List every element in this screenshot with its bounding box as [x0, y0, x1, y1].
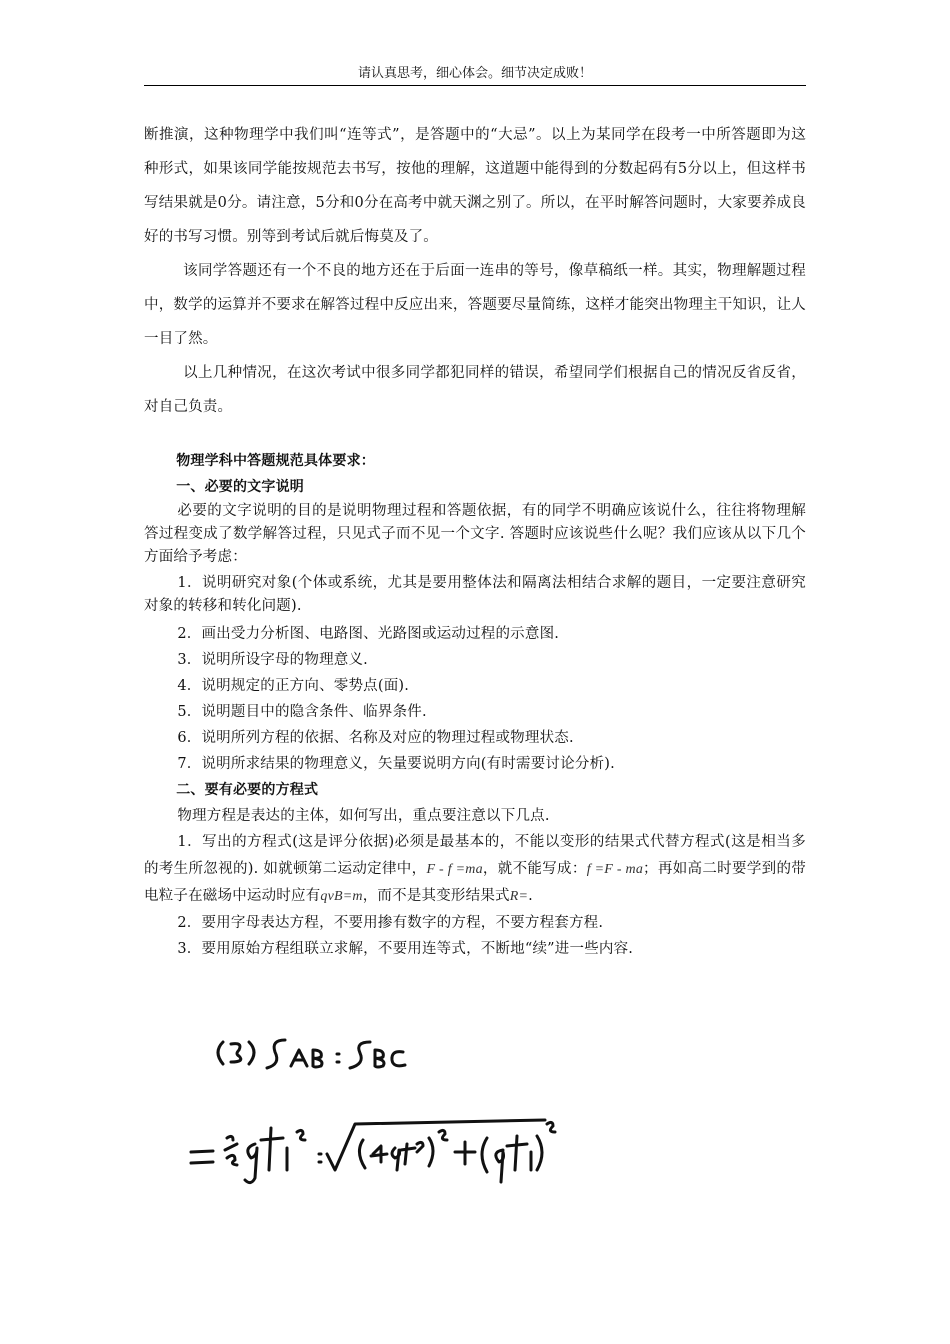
section-answer-requirements	[144, 448, 806, 962]
page-header-motto: 请认真思考，细心体会。细节决定成败！	[144, 62, 806, 86]
rule-letter-equations: 2．要用字母表达方程，不要用掺有数字的方程，不要方程套方程.	[177, 915, 604, 931]
list-item: 7．说明所求结果的物理意义，矢量要说明方向(有时需要讨论分析).	[177, 756, 615, 772]
rule-basic-equations	[144, 829, 806, 910]
rule1-text-e: .	[528, 888, 533, 904]
handwritten-equation-image	[185, 1020, 565, 1190]
list-item: 3．说明所设字母的物理意义.	[177, 652, 368, 668]
paragraph-continuation: 断推演，这种物理学中我们叫“连等式”，是答题中的“大忌”。以上为某同学在段考一中所答题即为这种形式，如果该同学能按规范去书写，按他的理解，这道题中能得到的分数起码有5分以上，但这样书写结果就是0分。请注意，5分和0分在高考中就天渊之别了。所以，在平时解答问题时，大家要养成良好的书写习惯。别等到考试后就后悔莫及了。	[144, 127, 806, 245]
rule-original-equations: 3．要用原始方程组联立求解，不要用连等式，不断地“续”进一些内容.	[177, 941, 634, 957]
heading-equations: 二、要有必要的方程式	[176, 782, 319, 798]
rule1-text-a: 1．写出的方程式(这是评分依据)必须是最基本的，不能以变形的结果式代替方程式(这是相当多的考生所忽视的). 如就顿第二运动定律中，	[144, 834, 806, 877]
equation-lorentz-force: qvB=m	[320, 889, 363, 904]
equation-radius-result: R=	[509, 889, 529, 904]
list-item: 1．说明研究对象(个体或系统，尤其是要用整体法和隔离法相结合求解的题目，一定要注意研究对象的转移和转化问题).	[144, 575, 806, 614]
paragraph-reflection: 以上几种情况，在这次考试中很多同学都犯同样的错误，希望同学们根据自己的情况反省反省，对自己负责。	[144, 365, 806, 415]
section-commentary	[144, 118, 806, 424]
heading-text-explanation: 一、必要的文字说明	[176, 479, 304, 495]
equation-rearranged-form: f =F - ma	[586, 862, 644, 877]
equations-intro: 物理方程是表达的主体，如何写出，重点要注意以下几点.	[177, 808, 550, 824]
rule1-text-b: ，就不能写成：	[482, 861, 587, 877]
rule1-text-c: ；再如高二时要学到的带电粒子在磁场中运动时应有	[144, 861, 806, 904]
rule1-text-d: ，而不是其变形结果式	[362, 888, 510, 904]
equation-newton-second-law: F - f =ma	[426, 862, 483, 877]
paragraph-equals-chain: 该同学答题还有一个不良的地方还在于后面一连串的等号，像草稿纸一样。其实，物理解题过程中，数学的运算并不要求在解答过程中反应出来，答题要尽量简练，这样才能突出物理主干知识，让人一目了然。	[144, 263, 806, 347]
list-item: 6．说明所列方程的依据、名称及对应的物理过程或物理状态.	[177, 730, 574, 746]
requirements-title: 物理学科中答题规范具体要求：	[176, 453, 375, 469]
text-explanation-intro: 必要的文字说明的目的是说明物理过程和答题依据，有的同学不明确应该说什么，往往将物理解答过程变成了数学解答过程，只见式子而不见一个文字. 答题时应该说些什么呢？我们应该从以下几个方面给予考虑：	[144, 503, 806, 565]
list-item: 5．说明题目中的隐含条件、临界条件.	[177, 704, 427, 720]
list-item: 2．画出受力分析图、电路图、光路图或运动过程的示意图.	[177, 626, 560, 642]
list-item: 4．说明规定的正方向、零势点(面).	[177, 678, 410, 694]
